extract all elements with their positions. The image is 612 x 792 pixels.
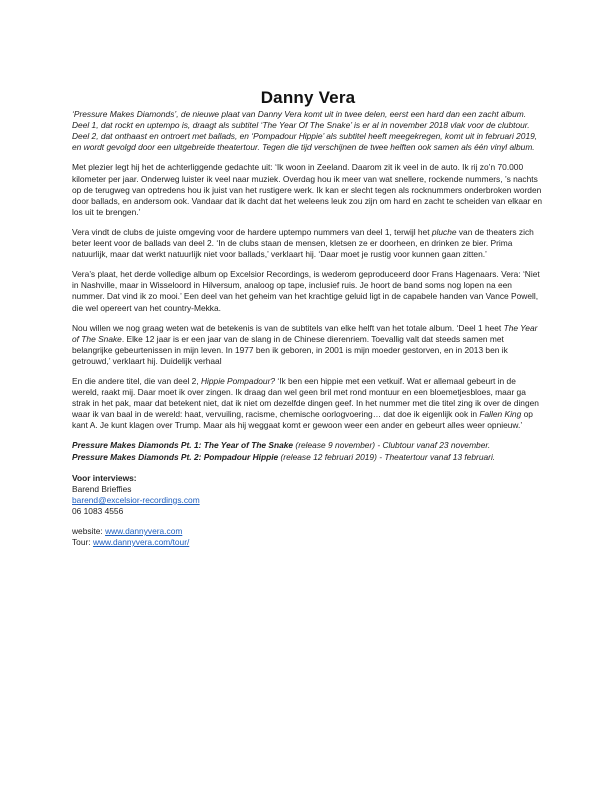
- contact-heading: Voor interviews:: [72, 472, 137, 483]
- paragraph-text: Vera vindt de clubs de juiste omgeving voor de hardere uptempo nummers van deel 1, terwijl het: [72, 226, 432, 237]
- release-details-1: (release 9 november) - Clubtour vanaf 23 november.: [293, 440, 491, 451]
- paragraph-clubs-theaters: [72, 227, 544, 260]
- page-title: Danny Vera: [260, 88, 356, 107]
- contact-block: [72, 473, 544, 549]
- contact-email-link[interactable]: barend@excelsior-recordings.com: [72, 494, 200, 505]
- emphasis-pluche: pluche: [431, 226, 457, 237]
- release-line-1: [72, 440, 544, 451]
- paragraph-production: Vera’s plaat, het derde volledige album op Excelsior Recordings, is wederom geproduceerd door Frans Hagenaars. Vera: ‘Niet in Nashville, maar in Wisseloord in Hilversum, analoog op tape, inclusief ruis. Je hoort de band soms nog lopen na een nummer. Dat vind ik zo mooi.’ Een deel van het geheim van het krachtige geluid ligt in de capabele handen van Vance Powell, die wel opereert van het country-Mekka.: [72, 269, 540, 313]
- intro-paragraph: ‘Pressure Makes Diamonds’, de nieuwe plaat van Danny Vera komt uit in twee delen, eerst een hard dan een zacht album. Deel 1, dat rockt en uptempo is, draagt als subtitel ‘The Year Of The Snake’ is er al in november 2018 vlak voor de clubtour. Deel 2, dat onthaast en ontroert met ballads, en ‘Pompadour Hippie’ als subtitel heeft meegekregen, komt uit in februari 2019, en wordt gevolgd door een uitgebreide theatertour. Tegen die tijd verschijnen de twee helften ook samen als één vinyl album.: [72, 109, 538, 153]
- release-title-2: Pressure Makes Diamonds Pt. 2: Pompadour Hippie: [72, 451, 279, 462]
- paragraph-text: op kant A. Je kunt klagen over Trump. Maar als hij weggaat komt er gewoon weer een ander en gebeurt alles weer opnieuw.’: [72, 409, 533, 431]
- release-line-2: [72, 452, 544, 463]
- press-release-page: [72, 88, 544, 548]
- paragraph-text: van de theaters zich beter leent voor de ballads van deel 2. ‘In de clubs staan de mensen, kletsen ze er doorheen, en drinken ze bier. Prima natuurlijk, maar dat werkt natuurlijk niet voor ballads,’ verklaart hij. ‘Daar moet je rustig voor kunnen gaan zitten.’: [72, 226, 534, 260]
- paragraph-hippie: [72, 376, 544, 431]
- emphasis-fallen-king: Fallen King: [479, 409, 522, 420]
- release-details-2: (release 12 februari 2019) - Theatertour vanaf 13 februari.: [278, 451, 496, 462]
- emphasis-year-of-snake: The Year of The Snake: [72, 322, 538, 344]
- contact-phone: 06 1083 4556: [72, 505, 124, 516]
- paragraph-zeeland: Met plezier legt hij het de achterliggende gedachte uit: ‘Ik woon in Zeeland. Daarom zit ik veel in de auto. Ik rij zo’n 70.000 kilometer per jaar. Onderweg luister ik veel naar muziek. Overdag hou ik meer van wat snellere, rockende nummers, ’s nachts op de terugweg van optredens hou ik juist van het rustigere werk. Ik kan er slecht tegen als rocknummers onderbroken worden door ballads, en andersom ook. Vandaar dat ik dacht dat het weleens leuk zou zijn om hard en zacht te scheiden van elkaar en los uit te brengen.’: [72, 162, 543, 217]
- tour-label: Tour:: [72, 537, 93, 548]
- tour-line: [72, 537, 544, 548]
- paragraph-text: ‘Ik ben een hippie met een vetkuif. Wat er allemaal gebeurt in de wereld, raakt mij. Daar moet ik over zingen. Ik draag dan wel geen bril met rond montuur en een bloemetjesbloes, maar ga strak in het pak, maar dat betekent niet, dat ik niet om dezelfde dingen geef. In het nummer met die titel zing ik over de dingen waar ik van baal in de wereld: haat, vervuiling, racisme, chemische oorlogvoering… dat doe ik eigenlijk ook in: [72, 375, 539, 420]
- contact-name: Barend Brieffies: [72, 483, 132, 494]
- website-line: [72, 526, 544, 537]
- emphasis-hippie-pompadour: Hippie Pompadour?: [200, 375, 276, 386]
- website-label: website:: [72, 526, 106, 536]
- paragraph-text: Nou willen we nog graag weten wat de betekenis is van de subtitels van elke helft van het totale album. ‘Deel 1 heet: [72, 322, 504, 333]
- tour-link[interactable]: www.dannyvera.com/tour/: [92, 537, 190, 548]
- website-link[interactable]: www.dannyvera.com: [105, 526, 183, 536]
- paragraph-subtitles: [72, 323, 544, 367]
- release-title-1: Pressure Makes Diamonds Pt. 1: The Year of The Snake: [72, 440, 294, 451]
- paragraph-text: En die andere titel, die van deel 2,: [72, 375, 201, 386]
- paragraph-text: . Elke 12 jaar is er een jaar van de slang in de Chinese dierenriem. Toevallig valt dat steeds samen met belangrijke gebeurtenissen in mijn leven. In 1977 ben ik geboren, in 2001 is mijn moeder gestorven, en in 2013 ben ik getrouwd,’ verklaart hij. Duidelijk verhaal: [72, 333, 508, 366]
